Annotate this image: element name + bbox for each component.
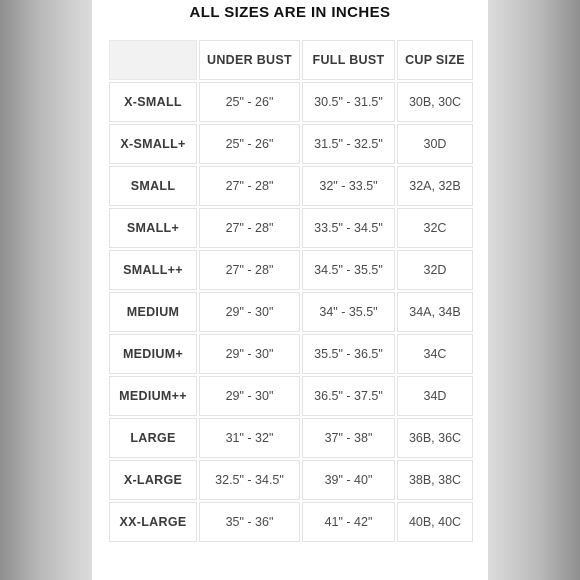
cup-size-cell: 34D <box>397 376 473 416</box>
header-full-bust: FULL BUST <box>302 40 395 80</box>
under-bust-cell: 29" - 30" <box>199 334 300 374</box>
under-bust-cell: 27" - 28" <box>199 208 300 248</box>
cup-size-cell: 36B, 36C <box>397 418 473 458</box>
cup-size-cell: 32C <box>397 208 473 248</box>
header-under-bust: UNDER BUST <box>199 40 300 80</box>
header-corner-cell <box>109 40 197 80</box>
table-row <box>109 502 473 542</box>
table-row <box>109 460 473 500</box>
size-chart-table <box>107 38 475 544</box>
full-bust-cell: 31.5" - 32.5" <box>302 124 395 164</box>
full-bust-cell: 36.5" - 37.5" <box>302 376 395 416</box>
under-bust-cell: 25" - 26" <box>199 82 300 122</box>
cup-size-cell: 40B, 40C <box>397 502 473 542</box>
cup-size-cell: 34C <box>397 334 473 374</box>
table-row <box>109 418 473 458</box>
under-bust-cell: 35" - 36" <box>199 502 300 542</box>
table-row <box>109 208 473 248</box>
size-label: XX-LARGE <box>109 502 197 542</box>
size-label: SMALL++ <box>109 250 197 290</box>
full-bust-cell: 33.5" - 34.5" <box>302 208 395 248</box>
size-label: X-SMALL+ <box>109 124 197 164</box>
header-row <box>109 40 473 80</box>
under-bust-cell: 25" - 26" <box>199 124 300 164</box>
full-bust-cell: 30.5" - 31.5" <box>302 82 395 122</box>
table-row <box>109 292 473 332</box>
under-bust-cell: 27" - 28" <box>199 250 300 290</box>
under-bust-cell: 29" - 30" <box>199 292 300 332</box>
table-row <box>109 166 473 206</box>
size-label: LARGE <box>109 418 197 458</box>
size-label: MEDIUM+ <box>109 334 197 374</box>
size-label: SMALL <box>109 166 197 206</box>
table-row <box>109 250 473 290</box>
cup-size-cell: 30B, 30C <box>397 82 473 122</box>
cup-size-cell: 30D <box>397 124 473 164</box>
table-row <box>109 124 473 164</box>
under-bust-cell: 32.5" - 34.5" <box>199 460 300 500</box>
size-label: SMALL+ <box>109 208 197 248</box>
under-bust-cell: 27" - 28" <box>199 166 300 206</box>
size-label: MEDIUM++ <box>109 376 197 416</box>
header-cup-size: CUP SIZE <box>397 40 473 80</box>
chart-title: ALL SIZES ARE IN INCHES <box>189 4 391 21</box>
cup-size-cell: 38B, 38C <box>397 460 473 500</box>
table-row <box>109 82 473 122</box>
cup-size-cell: 32A, 32B <box>397 166 473 206</box>
table-row <box>109 334 473 374</box>
full-bust-cell: 39" - 40" <box>302 460 395 500</box>
full-bust-cell: 41" - 42" <box>302 502 395 542</box>
under-bust-cell: 31" - 32" <box>199 418 300 458</box>
under-bust-cell: 29" - 30" <box>199 376 300 416</box>
table-row <box>109 376 473 416</box>
size-label: MEDIUM <box>109 292 197 332</box>
full-bust-cell: 34" - 35.5" <box>302 292 395 332</box>
full-bust-cell: 34.5" - 35.5" <box>302 250 395 290</box>
size-label: X-SMALL <box>109 82 197 122</box>
size-chart-card <box>92 0 488 580</box>
full-bust-cell: 35.5" - 36.5" <box>302 334 395 374</box>
full-bust-cell: 32" - 33.5" <box>302 166 395 206</box>
full-bust-cell: 37" - 38" <box>302 418 395 458</box>
cup-size-cell: 32D <box>397 250 473 290</box>
size-label: X-LARGE <box>109 460 197 500</box>
cup-size-cell: 34A, 34B <box>397 292 473 332</box>
